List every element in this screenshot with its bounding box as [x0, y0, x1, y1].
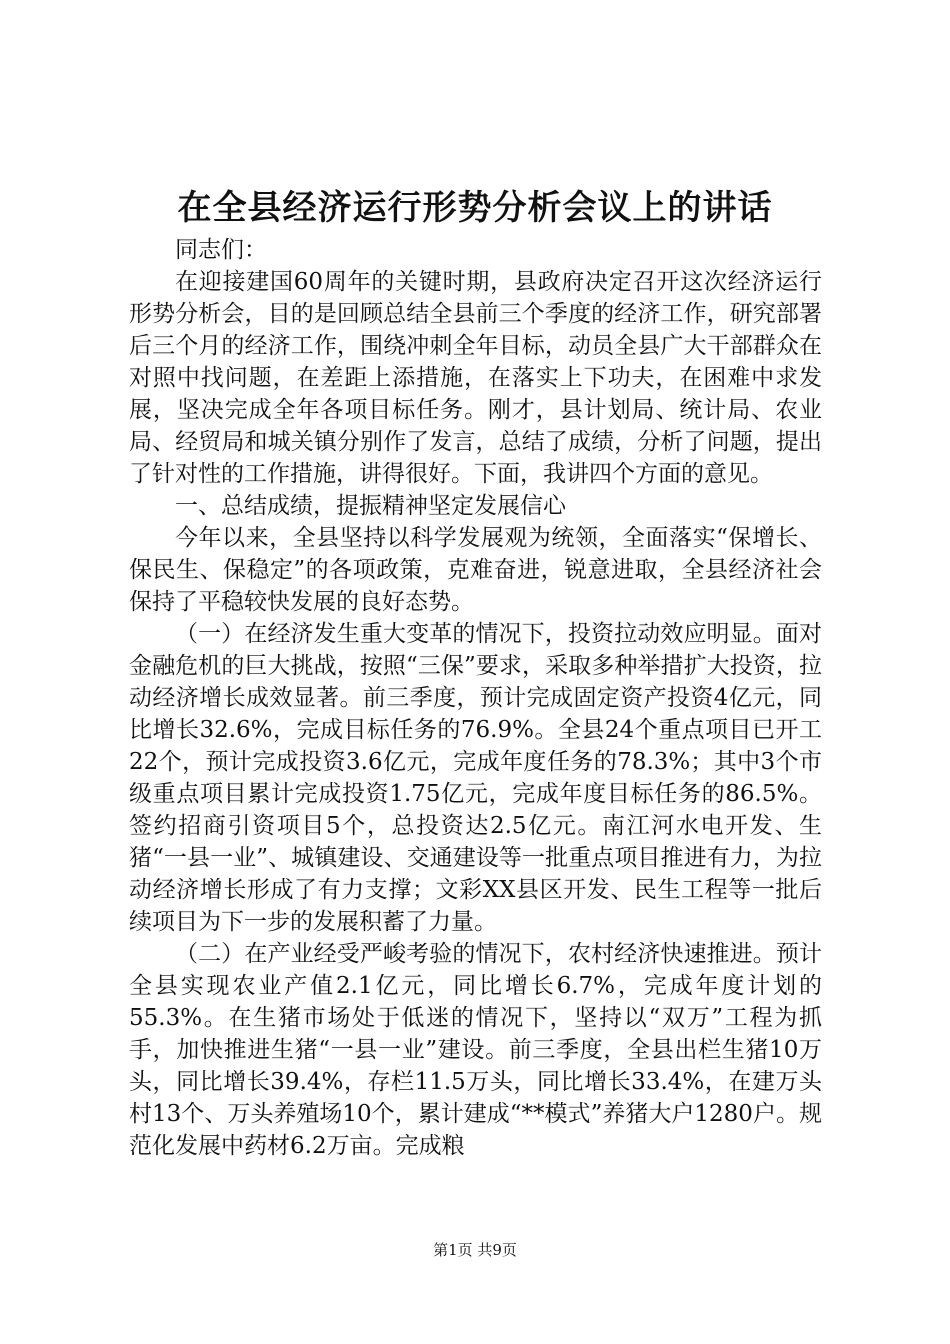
page-number-footer: 第1页 共9页 — [433, 1241, 517, 1259]
paragraph-salutation: 同志们： — [175, 237, 267, 263]
section-heading-1: 一、总结成绩，提振精神坚定发展信心 — [175, 493, 566, 519]
paragraph-investment: （一）在经济发生重大变革的情况下，投资拉动效应明显。面对金融危机的巨大挑战，按照“三保”要求，采取多种举措扩大投资，拉动经济增长成效显著。前三季度，预计完成固定资产投资4亿元，同比增长32.6%，完成目标任务的76.9%。全县24个重点项目已开工22个，预计完成投资3.6亿元，完成年度任务的78.3%；其中3个市级重点项目累计完成投资1.75亿元，完成年度目标任务的86.5%。签约招商引资项目5个，总投资达2.5亿元。南江河水电开发、生猪“一县一业”、城镇建设、交通建设等一批重点项目推进有力，为拉动经济增长形成了有力支撑；文彩XX县区开发、民生工程等一批后续项目为下一步的发展积蓄了力量。 — [129, 621, 822, 935]
paragraph-intro: 在迎接建国60周年的关键时期，县政府决定召开这次经济运行形势分析会，目的是回顾总结全县前三个季度的经济工作，研究部署后三个月的经济工作，围绕冲刺全年目标，动员全县广大干部群众在对照中找问题，在差距上添措施，在落实上下功夫，在困难中求发展，坚决完成全年各项目标任务。刚才，县计划局、统计局、农业局、经贸局和城关镇分别作了发言，总结了成绩，分析了问题，提出了针对性的工作措施，讲得很好。下面，我讲四个方面的意见。 — [129, 269, 822, 487]
paragraph-overview: 今年以来，全县坚持以科学发展观为统领，全面落实“保增长、保民生、保稳定”的各项政策，克难奋进，锐意进取，全县经济社会保持了平稳较快发展的良好态势。 — [129, 525, 822, 615]
paragraph-rural-economy: （二）在产业经受严峻考验的情况下，农村经济快速推进。预计全县实现农业产值2.1亿元，同比增长6.7%，完成年度计划的55.3%。在生猪市场处于低迷的情况下，坚持以“双万”工程为抓手，加快推进生猪“一县一业”建设。前三季度，全县出栏生猪10万头，同比增长39.4%，存栏11.5万头，同比增长33.4%，在建万头村13个、万头养殖场10个，累计建成“**模式”养猪大户1280户。规范化发展中药材6.2万亩。完成粮 — [129, 941, 822, 1159]
document-title: 在全县经济运行形势分析会议上的讲话 — [177, 188, 773, 228]
document-body — [129, 234, 822, 1162]
